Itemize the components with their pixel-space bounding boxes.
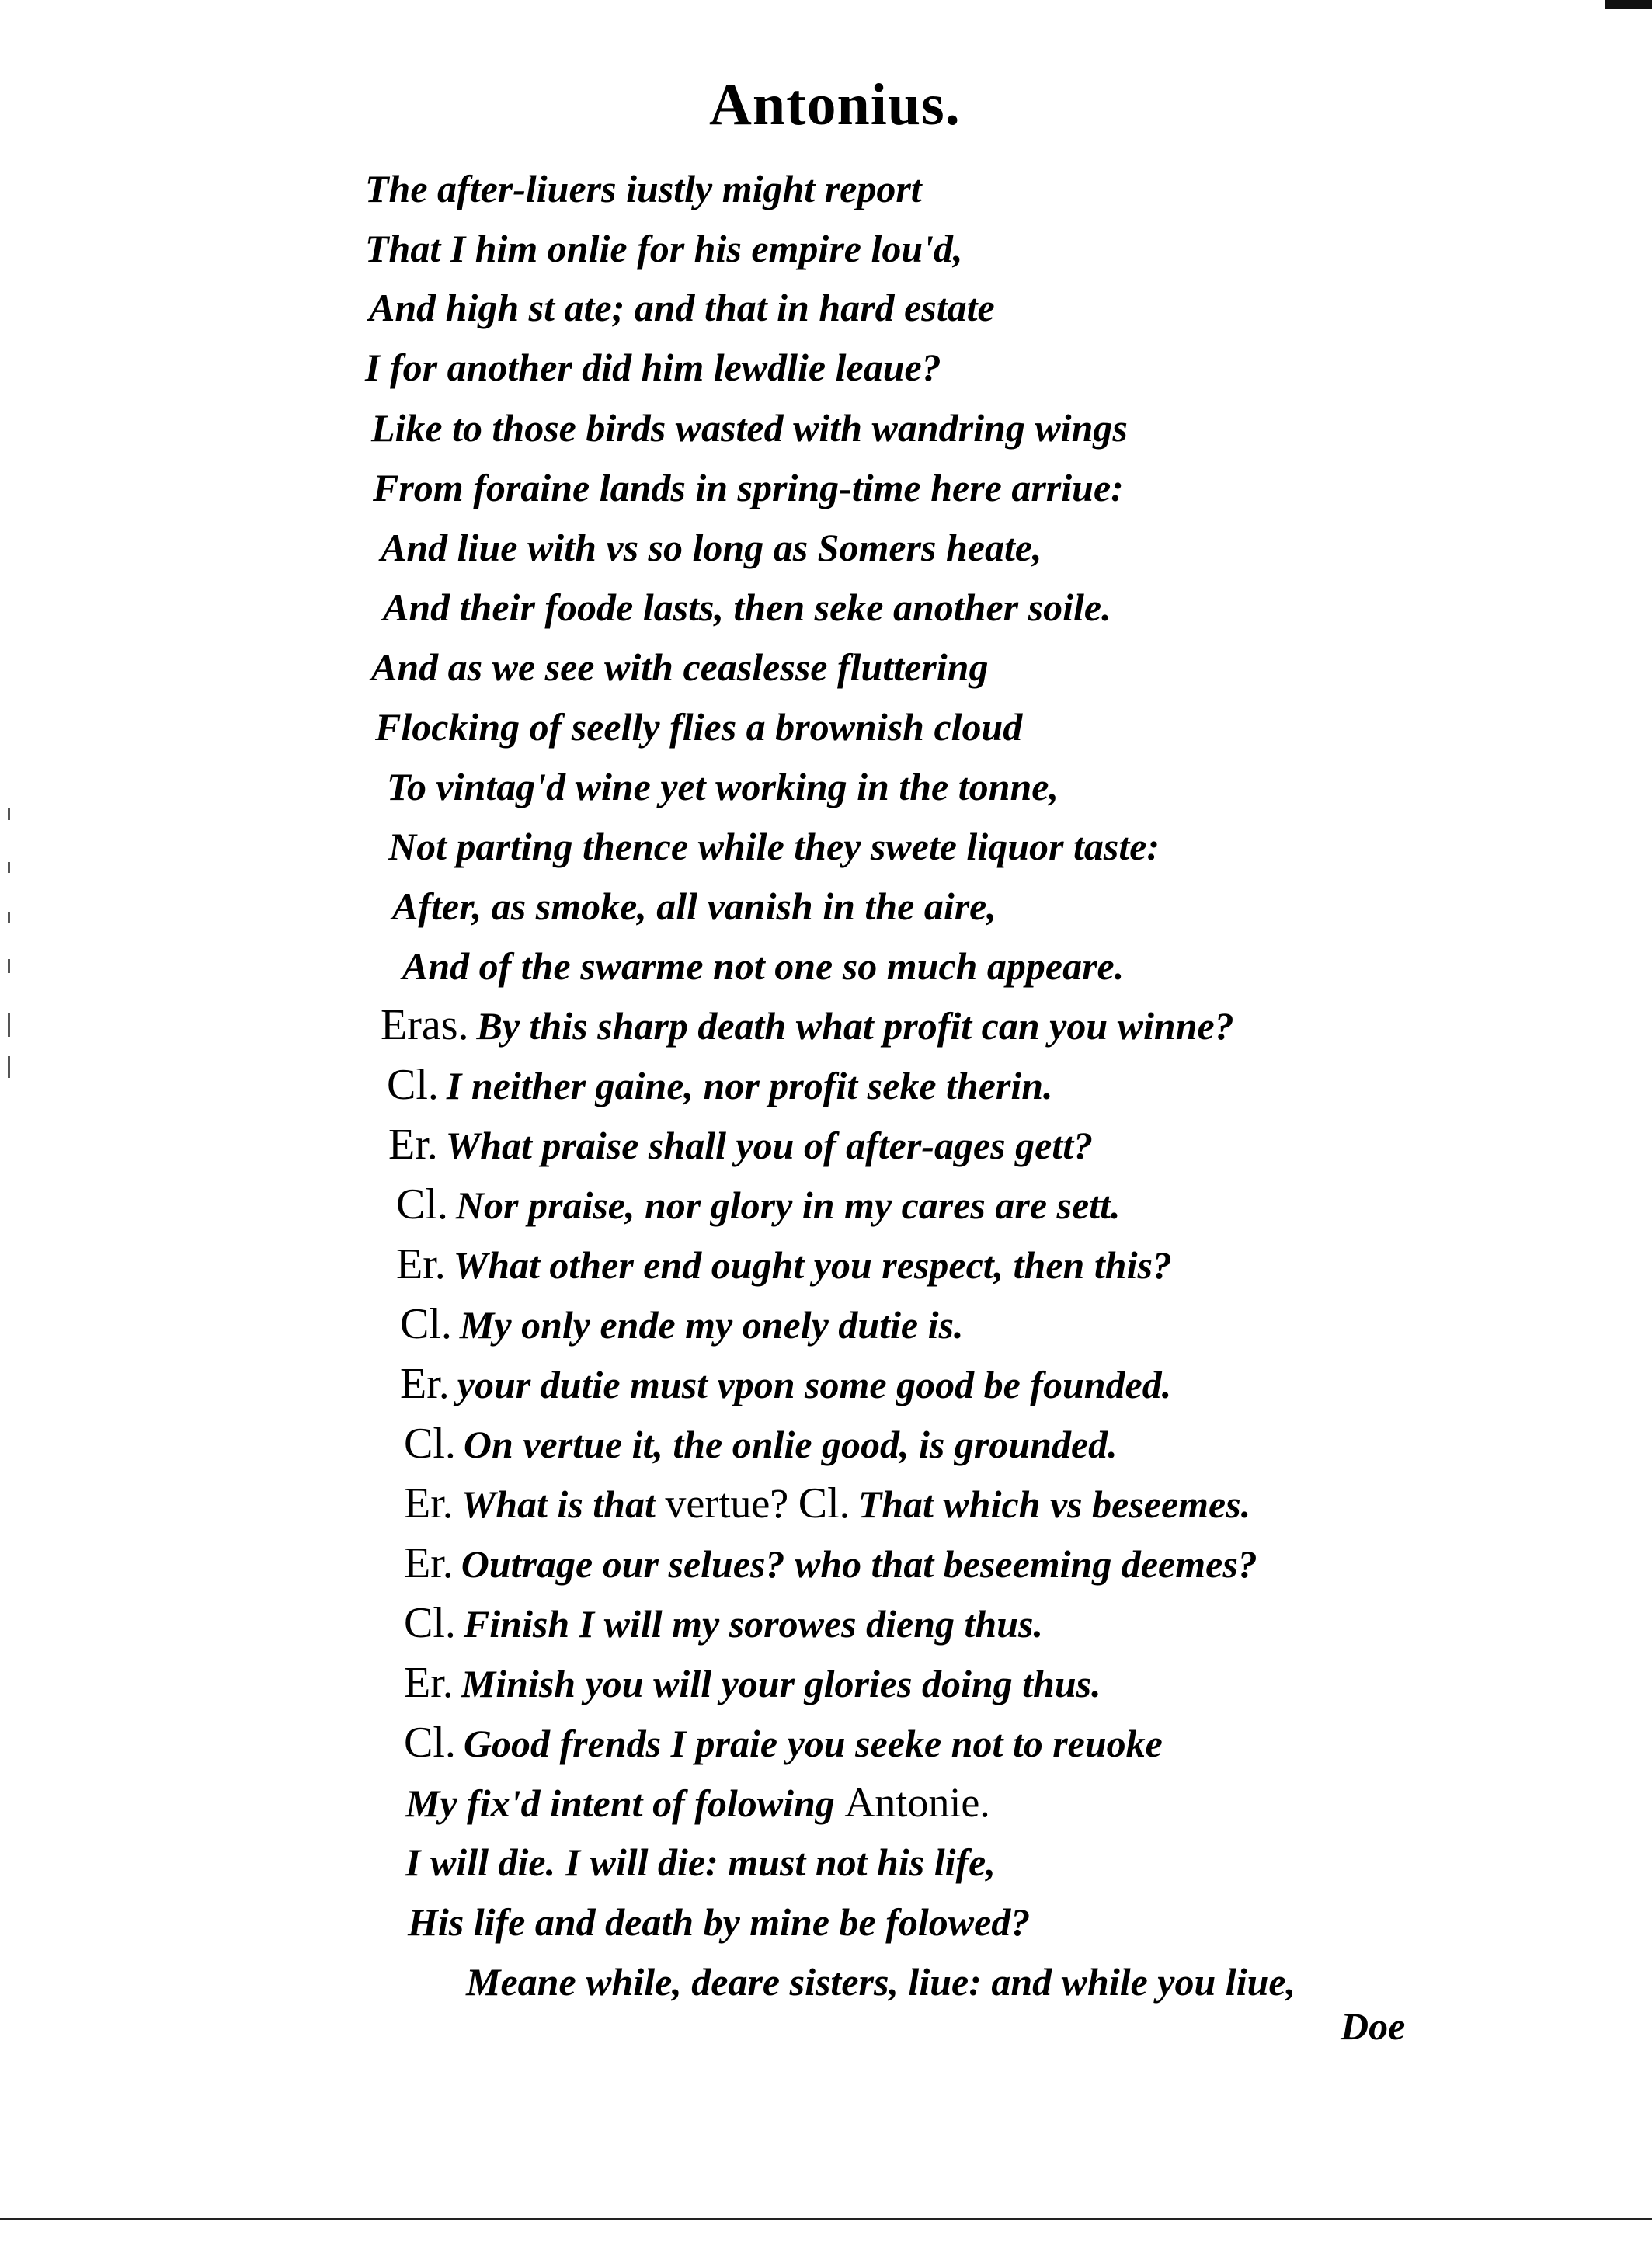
speaker-label: Er. bbox=[404, 1539, 454, 1587]
dialogue-line: Er. your dutie must vpon some good be founded. bbox=[400, 1360, 1172, 1408]
verse-line: To vintag'd wine yet working in the tonne, bbox=[387, 765, 1059, 808]
verse-line: And their foode lasts, then seke another soile. bbox=[383, 586, 1111, 629]
margin-marks bbox=[8, 808, 14, 1087]
roman-word: Antonie. bbox=[844, 1779, 990, 1826]
dialogue-line: Cl. Nor praise, nor glory in my cares are sett. bbox=[396, 1180, 1121, 1229]
speaker-label: Er. bbox=[404, 1659, 454, 1707]
dialogue-line: Er. What is that vertue? Cl. That which vs beseemes. bbox=[404, 1479, 1251, 1528]
verse-line: I will die. I will die: must not his life, bbox=[405, 1841, 996, 1884]
verse-line: Like to those birds wasted with wandring wings bbox=[371, 406, 1128, 450]
dialogue-line: Cl. Finish I will my sorowes dieng thus. bbox=[404, 1599, 1043, 1647]
roman-word: vertue? bbox=[665, 1480, 789, 1527]
speaker-label: Cl. bbox=[400, 1300, 452, 1348]
speaker-label: Cl. bbox=[387, 1061, 439, 1109]
verse-line: From foraine lands in spring-time here arriue: bbox=[373, 466, 1124, 509]
speaker-label: Cl. bbox=[404, 1719, 456, 1767]
verse-line: After, as smoke, all vanish in the aire, bbox=[392, 885, 996, 928]
speaker-label: Eras. bbox=[381, 1001, 469, 1049]
verse-line: And as we see with ceaslesse fluttering bbox=[371, 645, 989, 689]
verse-line: Meane while, deare sisters, liue: and while you liue, bbox=[466, 1960, 1296, 2004]
verse-line: I for another did him lewdlie leaue? bbox=[365, 346, 941, 389]
dialogue-line: Eras. By this sharp death what profit can you winne? bbox=[381, 1001, 1234, 1049]
dialogue-line: Cl. I neither gaine, nor profit seke therin. bbox=[387, 1061, 1053, 1109]
dialogue-line: Er. What praise shall you of after-ages gett? bbox=[388, 1121, 1094, 1169]
speaker-label: Er. bbox=[404, 1479, 454, 1528]
dialogue-line: Cl. On vertue it, the onlie good, is grounded. bbox=[404, 1420, 1118, 1468]
dialogue-line: Cl. My only ende my onely dutie is. bbox=[400, 1300, 964, 1348]
speaker-label: Er. bbox=[400, 1360, 450, 1408]
speaker-label: Er. bbox=[388, 1121, 438, 1169]
dialogue-line: Cl. Good frends I praie you seeke not to reuoke bbox=[404, 1719, 1163, 1767]
verse-line: My fix'd intent of folowing Antonie. bbox=[405, 1779, 990, 1826]
verse-line: The after-liuers iustly might report bbox=[365, 167, 922, 210]
bottom-rule bbox=[0, 2218, 1652, 2220]
speaker-label: Er. bbox=[396, 1240, 446, 1288]
dialogue-line: Er. What other end ought you respect, then this? bbox=[396, 1240, 1172, 1288]
verse-line: Flocking of seelly flies a brownish cloud bbox=[375, 705, 1023, 749]
running-head: Antonius. bbox=[709, 72, 961, 137]
dialogue-line: Er. Minish you will your glories doing thus. bbox=[404, 1659, 1101, 1707]
speaker-label: Cl. bbox=[404, 1599, 456, 1647]
speaker-label: Cl. bbox=[798, 1479, 850, 1528]
scan-corner-mark bbox=[1605, 0, 1652, 9]
catchword: Doe bbox=[1341, 2004, 1406, 2048]
dialogue-line: Er. Outrage our selues? who that beseeming deemes? bbox=[404, 1539, 1257, 1587]
speaker-label: Cl. bbox=[396, 1180, 448, 1229]
speaker-label: Cl. bbox=[404, 1420, 456, 1468]
verse-line: His life and death by mine be folowed? bbox=[408, 1900, 1031, 1944]
verse-line: That I him onlie for his empire lou'd, bbox=[365, 227, 963, 270]
verse-line: And of the swarme not one so much appeare. bbox=[402, 944, 1125, 988]
verse-line: Not parting thence while they swete liquor taste: bbox=[388, 825, 1160, 868]
verse-line: And liue with vs so long as Somers heate, bbox=[381, 526, 1042, 569]
verse-line: And high st ate; and that in hard estate bbox=[369, 286, 995, 329]
